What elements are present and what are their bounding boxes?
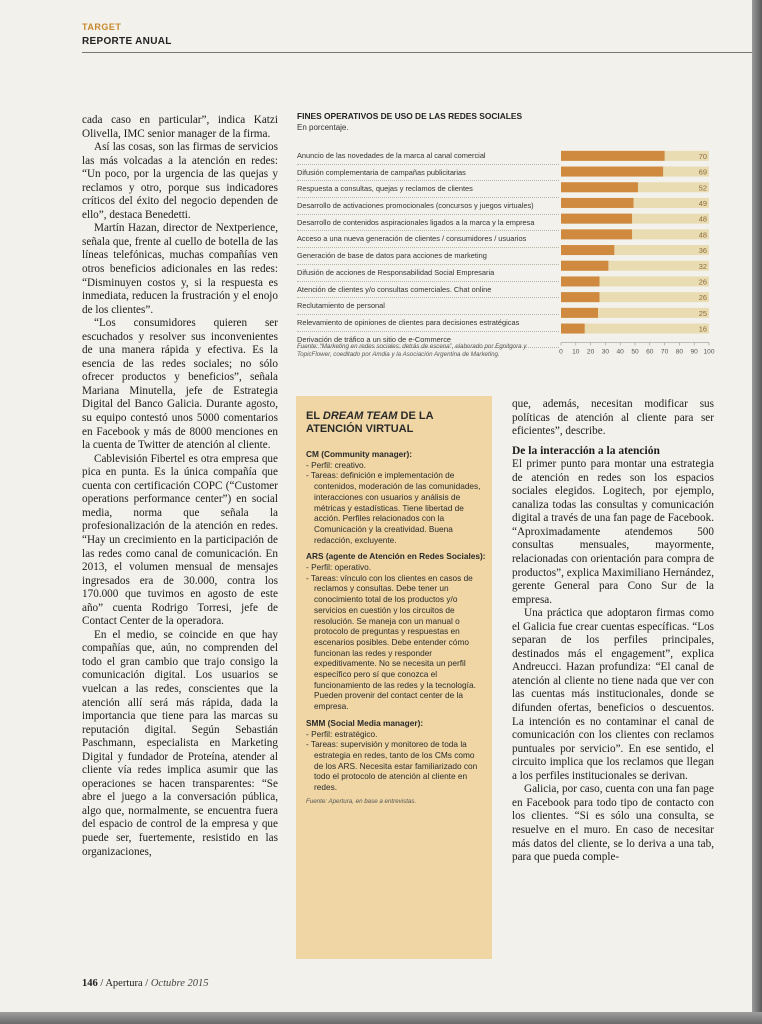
bar <box>561 245 614 255</box>
chart-category-label: Respuesta a consultas, quejas y reclamos de clientes <box>297 181 559 198</box>
chart-category-labels <box>297 148 559 348</box>
bar-value-label: 32 <box>698 261 707 271</box>
bar-value-label: 26 <box>698 293 707 303</box>
paragraph: “Los consumidores quieren ser escuchados y resolver sus inconvenientes de una manera rápida y efectiva. Es la esencia de las redes sociales; no sólo ofrecer productos y beneficios”, señala Mariana Minutella, jefe de Estrategia Digital del Banco Galicia. Durante agosto, su equipo contestó unos 5000 comentarios en Facebook y más de 8000 menciones en la cuenta de Twitter de atención al cliente. <box>82 317 278 452</box>
paragraph: que, además, necesitan modificar sus políticas de atención al cliente para ser eficientes”, describe. <box>512 398 714 438</box>
subheading: De la interacción a la atención <box>512 444 660 457</box>
paragraph: Cablevisión Fibertel es otra empresa que pica en punta. Es la única compañía que cuenta con certificación COPC (“Customer operations performance center”) en social media, norma que señala la profesionalización de la atención en redes. “Hay un crecimiento en la participación de las redes como canal de comunicación. En 2013, el volumen mensual de mensajes ingresados era de 30.000, contra los 170.000 que tuvimos en agosto de este año” cuenta Rodrigo Torresi, jefe de Contact Center de la operadora. <box>82 452 278 628</box>
role-title-cm: CM (Community manager): <box>306 449 413 459</box>
paragraph: Así las cosas, son las firmas de servicios las más volcadas a la atención en redes: “Un poco, por la urgencia de las quejas y reclamos y otro, porque sus indicadores críticos del éxito del negocio dependen de ello”, destaca Benedetti. <box>82 141 278 221</box>
chart-category-label: Atención de clientes y/o consultas comerciales. Chat online <box>297 282 559 299</box>
chart-subtitle: En porcentaje. <box>297 123 349 132</box>
bar-value-label: 52 <box>698 183 707 193</box>
bar <box>561 292 599 302</box>
page-edge-shadow <box>752 0 762 1024</box>
role-item: - Tareas: definición e implementación de contenidos, moderación de las comunidades, interacciones con usuarios y análisis de métricas y estadísticas. Tiene libertad de acción. Perfiles relacionados con la Comunicación y la creatividad. Buena redacción, excluyente. <box>306 470 481 545</box>
bar-value-label: 48 <box>698 214 707 224</box>
chart-category-label: Difusión de acciones de Responsabilidad Social Empresaria <box>297 265 559 282</box>
bar-value-label: 69 <box>698 167 707 177</box>
bar-value-label: 70 <box>698 151 707 161</box>
role-title-ars: ARS (agente de Atención en Redes Sociales): <box>306 551 486 562</box>
box-title-part: DE LA ATENCIÓN VIRTUAL <box>306 410 434 435</box>
bar <box>561 182 638 192</box>
chart-plot <box>559 143 715 356</box>
bar-value-label: 26 <box>698 277 707 287</box>
chart-source: Fuente: “Marketing en redes sociales: detrás de escena”, elaborado por Egnitgora y TopicFlower, coeditado por Amdia y la Asociación Argentina de Marketing. <box>297 343 527 358</box>
chart-category-label: Difusión complementaria de campañas publicitarias <box>297 165 559 182</box>
bar <box>561 261 608 271</box>
paragraph: Martín Hazan, director de Nextperience, señala que, frente al cuello de botella de las líneas telefónicas, muchas compañías ven otros beneficios adicionales en las redes: “Disminuyen costos y, si la respuesta es inmediata, reducen la frustración y el enojo de los clientes”. <box>82 222 278 316</box>
article-column-3 <box>512 398 714 865</box>
section-label: TARGET <box>82 22 122 32</box>
role-item: - Perfil: operativo. <box>306 562 372 573</box>
x-tick-label: 80 <box>675 348 684 356</box>
sidebar-box <box>296 396 492 959</box>
role-item: - Perfil: estratégico. <box>306 728 378 739</box>
bar-value-label: 49 <box>698 198 707 208</box>
bar <box>561 198 634 208</box>
chart-category-label: Desarrollo de activaciones promocionales (concursos y juegos virtuales) <box>297 198 559 215</box>
role-item: - Perfil: creativo. <box>306 459 366 470</box>
bar <box>561 229 632 239</box>
bar-value-label: 36 <box>698 246 707 256</box>
x-tick-label: 100 <box>703 348 715 356</box>
folio: 146 / Apertura / Octubre 2015 <box>82 978 209 989</box>
bar <box>561 308 598 318</box>
chart-category-label: Generación de base de datos para acciones de marketing <box>297 248 559 265</box>
chart-category-label: Acceso a una nueva generación de clientes / consumidores / usuarios <box>297 231 559 248</box>
role-item: - Tareas: vínculo con los clientes en casos de reclamos y consultas. Debe tener un conocimiento total de los productos y/o servicios en cuestión y los circuitos de resolución. Se maneja con un manual o protocolo de preguntas y respuestas en escenarios posibles. Debe entender cómo funcionan las redes y responder expeditivamente. No se necesita un perfil específico pero sí que conozca el funcionamiento de las redes y la tecnología. Pueden provenir del contact center de la empresa. <box>306 572 476 712</box>
header-rule <box>82 52 752 53</box>
x-tick-label: 40 <box>616 348 624 356</box>
x-tick-label: 20 <box>586 348 595 356</box>
chart-category-label: Anuncio de las novedades de la marca al canal comercial <box>297 148 559 165</box>
issue-date: Octubre 2015 <box>150 978 209 989</box>
box-title-italic: DREAM TEAM <box>322 410 398 422</box>
bar-value-label: 16 <box>698 324 707 334</box>
role-title-smm: SMM (Social Media manager): <box>306 717 424 728</box>
bar <box>561 151 665 161</box>
bar <box>561 324 585 334</box>
bar <box>561 276 599 286</box>
bar <box>561 214 632 224</box>
bar-chart <box>297 108 717 376</box>
magazine-name: Apertura <box>105 978 143 989</box>
paragraph: cada caso en particular”, indica Katzi Olivella, IMC senior manager de la firma. <box>82 114 278 140</box>
chart-title: FINES OPERATIVOS DE USO DE LAS REDES SOCIALES <box>297 111 523 121</box>
chart-category-label: Reclutamiento de personal <box>297 298 559 315</box>
x-tick-label: 60 <box>646 348 654 356</box>
paragraph: En el medio, se coincide en que hay compañías que, aún, no comprenden del todo el gran cambio que trajo consigo la comunicación digital. Los usuarios se vuelcan a las redes, conscientes que la atención allí será más rápida, dada la importancia que tiene para las marcas su reputación digital. Según Sebastián Paschmann, especialista en Marketing Digital y fundador de Proteína, atender al cliente vía redes implica asumir que las operaciones se hacen transparentes: “Se abre el juego a la conversación pública, algo que, normalmente, se encuentra fuera del espacio de control de la empresa y que puede ser, fuertemente, resistido en las organizaciones, <box>82 628 278 858</box>
chart-category-label: Desarrollo de contenidos aspiracionales ligados a la marca y la empresa <box>297 215 559 232</box>
box-title-part: EL <box>306 410 323 422</box>
x-tick-label: 10 <box>572 348 580 356</box>
x-tick-label: 90 <box>690 348 698 356</box>
box-source: Fuente: Apertura, en base a entrevistas. <box>306 797 417 805</box>
paragraph: El primer punto para montar una estrategia de atención en redes son los espacios sociales elegidos. Logitech, por ejemplo, canaliza todas las consultas y comunicación digital a través de una fan page de Facebook. “Aproximadamente atendemos 500 consultas mensuales, mayormente, relacionadas con orientación para compra de productos”, explica Maximiliano Hernández, gerente General para Cono Sur de la empresa. <box>512 458 714 606</box>
paragraph: Galicia, por caso, cuenta con una fan page en Facebook para todo tipo de contacto con los clientes. “Si es sólo una consulta, se resuelve en el muro. En caso de necesitar más datos del cliente, se lo deriva a una tab, para que pueda comple- <box>512 783 714 864</box>
page-bottom-shadow <box>0 1012 762 1024</box>
chart-category-label: Relevamiento de opiniones de clientes para decisiones estratégicas <box>297 315 559 332</box>
x-tick-label: 50 <box>631 348 639 356</box>
article-column-1 <box>82 114 278 859</box>
page-number: 146 <box>82 978 98 989</box>
subsection-label: REPORTE ANUAL <box>82 36 172 47</box>
box-title <box>306 410 486 436</box>
box-body <box>306 443 486 808</box>
x-tick-label: 30 <box>601 348 610 356</box>
paragraph: Una práctica que adoptaron firmas como el Galicia fue crear cuentas específicas. “Los separan de los perfiles principales, destinados más el engagement”, explica Andreucci. Hazan profundiza: “El canal de atención al cliente no tiene nada que ver con las cuentas más institucionales, donde se difunden ofertas, beneficios o descuentos. La intención es no contaminar el canal de comunicación con los clientes con reclamos puntuales por servicio”. En ese sentido, el circuito implica que los reclamos que llegan a los perfiles institucionales se derivan. <box>512 607 714 782</box>
x-tick-label: 0 <box>559 348 563 356</box>
role-item: - Tareas: supervisión y monitoreo de toda la estrategia en redes, tanto de los CMs como de los ARS. Necesita estar familiarizado con todo el protocolo de atención al cliente en redes. <box>306 739 478 793</box>
bar <box>561 167 663 177</box>
bar-value-label: 25 <box>698 308 707 318</box>
bar-value-label: 48 <box>698 230 707 240</box>
x-tick-label: 70 <box>660 348 669 356</box>
chart-category-label: Derivación de tráfico a un sitio de e-Commerce <box>297 332 559 349</box>
